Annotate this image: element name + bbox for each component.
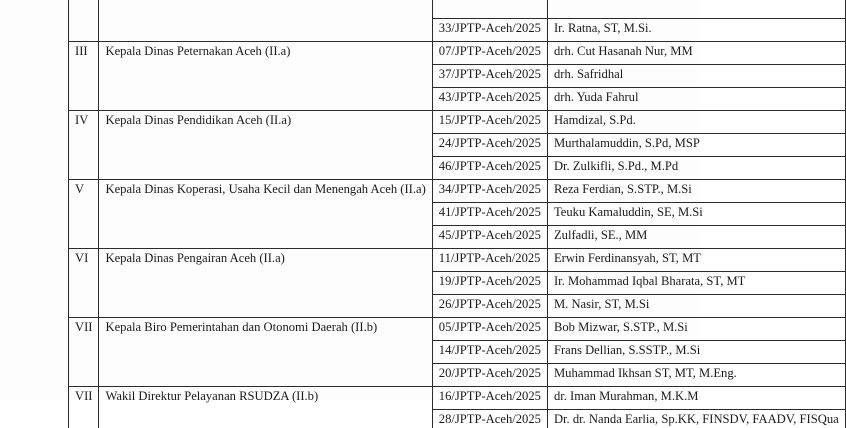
announcement-number: 24/JPTP-Aceh/2025 (432, 134, 547, 157)
candidate-table (68, 0, 846, 428)
candidate-name: Reza Ferdian, S.STP., M.Si (547, 180, 845, 203)
candidate-name: Ir. Mohammad Iqbal Bharata, ST, MT (547, 272, 845, 295)
row-number-cell: VI (69, 249, 99, 318)
row-number-cell: IV (69, 111, 99, 180)
candidate-name: Dr. dr. Nanda Earlia, Sp.KK, FINSDV, FAADV, FISQua (547, 410, 845, 428)
announcement-number: 41/JPTP-Aceh/2025 (432, 203, 547, 226)
candidate-name: drh. Yuda Fahrul (547, 88, 845, 111)
candidate-name: Hamdizal, S.Pd. (547, 111, 845, 134)
row-number-cell: III (69, 42, 99, 111)
announcement-number: 37/JPTP-Aceh/2025 (432, 65, 547, 88)
announcement-number: 46/JPTP-Aceh/2025 (432, 157, 547, 180)
candidate-name: M. Nasir, ST, M.Si (547, 295, 845, 318)
announcement-number: 45/JPTP-Aceh/2025 (432, 226, 547, 249)
position-cell: Kepala Dinas Pengairan Aceh (II.a) (99, 249, 432, 318)
announcement-number: 43/JPTP-Aceh/2025 (432, 88, 547, 111)
announcement-number: 11/JPTP-Aceh/2025 (432, 249, 547, 272)
candidate-name: Muhammad Ikhsan ST, MT, M.Eng. (547, 364, 845, 387)
table-row (69, 0, 846, 19)
announcement-number: 07/JPTP-Aceh/2025 (432, 42, 547, 65)
table-row (69, 249, 846, 272)
candidate-name (547, 0, 845, 19)
announcement-number: 26/JPTP-Aceh/2025 (432, 295, 547, 318)
candidate-name: Zulfadli, SE., MM (547, 226, 845, 249)
table-row (69, 180, 846, 203)
position-cell: Kepala Dinas Pendidikan Aceh (II.a) (99, 111, 432, 180)
table-row (69, 42, 846, 65)
table-row (69, 387, 846, 410)
row-number-cell: VII (69, 318, 99, 387)
announcement-number: 28/JPTP-Aceh/2025 (432, 410, 547, 428)
candidate-name: Erwin Ferdinansyah, ST, MT (547, 249, 845, 272)
table-row (69, 318, 846, 341)
row-number-cell (69, 0, 99, 42)
row-number-cell: V (69, 180, 99, 249)
position-cell: Kepala Biro Pemerintahan dan Otonomi Daerah (II.b) (99, 318, 432, 387)
announcement-number: 14/JPTP-Aceh/2025 (432, 341, 547, 364)
announcement-number: 19/JPTP-Aceh/2025 (432, 272, 547, 295)
announcement-number: 16/JPTP-Aceh/2025 (432, 387, 547, 410)
position-cell (99, 0, 432, 42)
candidate-name: Teuku Kamaluddin, SE, M.Si (547, 203, 845, 226)
announcement-number: 33/JPTP-Aceh/2025 (432, 19, 547, 42)
candidate-name: drh. Cut Hasanah Nur, MM (547, 42, 845, 65)
candidate-name: Dr. Zulkifli, S.Pd., M.Pd (547, 157, 845, 180)
table-row (69, 111, 846, 134)
announcement-number: 15/JPTP-Aceh/2025 (432, 111, 547, 134)
announcement-number: 20/JPTP-Aceh/2025 (432, 364, 547, 387)
candidate-name: Frans Dellian, S.SSTP., M.Si (547, 341, 845, 364)
candidate-name: Murthalamuddin, S.Pd, MSP (547, 134, 845, 157)
position-cell: Kepala Dinas Peternakan Aceh (II.a) (99, 42, 432, 111)
candidate-name: Ir. Ratna, ST, M.Si. (547, 19, 845, 42)
candidate-name: drh. Safridhal (547, 65, 845, 88)
announcement-number (432, 0, 547, 19)
announcement-number: 34/JPTP-Aceh/2025 (432, 180, 547, 203)
row-number-cell: VII (69, 387, 99, 428)
candidate-name: Bob Mizwar, S.STP., M.Si (547, 318, 845, 341)
position-cell: Kepala Dinas Koperasi, Usaha Kecil dan Menengah Aceh (II.a) (99, 180, 432, 249)
candidate-name: dr. Iman Murahman, M.K.M (547, 387, 845, 410)
position-cell: Wakil Direktur Pelayanan RSUDZA (II.b) (99, 387, 432, 428)
announcement-number: 05/JPTP-Aceh/2025 (432, 318, 547, 341)
